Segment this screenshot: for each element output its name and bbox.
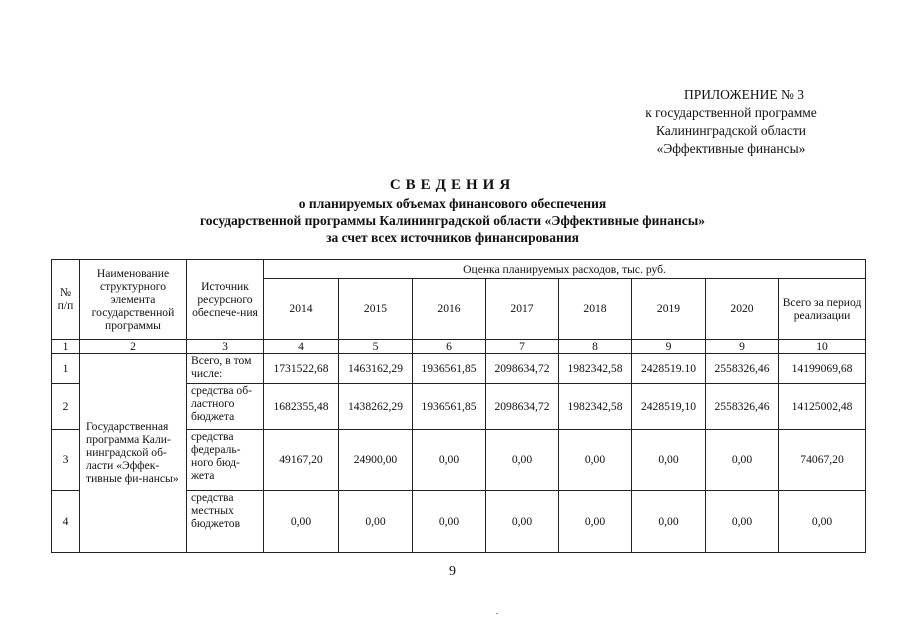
column-number: 9 — [706, 339, 779, 353]
cell-value: 0,00 — [706, 490, 779, 552]
cell-value: 1936561,85 — [413, 383, 486, 429]
cell-value: 1982342,58 — [559, 383, 632, 429]
cell-value: 1982342,58 — [559, 353, 632, 383]
cell-value: 0,00 — [339, 490, 413, 552]
header-year: 2018 — [559, 279, 632, 339]
cell-value: 0,00 — [264, 490, 339, 552]
column-number: 5 — [339, 339, 413, 353]
header-num: № п/п — [52, 260, 80, 340]
column-number: 1 — [52, 339, 80, 353]
title-line: о планируемых объемах финансового обеспечения — [298, 196, 607, 211]
cell-value: 0,00 — [632, 490, 706, 552]
header-year: 2020 — [706, 279, 779, 339]
cell-value: 2558326,46 — [706, 383, 779, 429]
row-source: средства федераль-ного бюд-жета — [187, 430, 264, 490]
row-source: средства об-ластного бюджета — [187, 383, 264, 429]
cell-value: 0,00 — [486, 430, 559, 490]
cell-value: 1731522,68 — [264, 353, 339, 383]
header-year: 2019 — [632, 279, 706, 339]
title-line: государственной программы Калининградской области «Эффективные финансы» — [199, 213, 706, 228]
scan-speck — [496, 613, 498, 614]
cell-value: 2428519.10 — [632, 353, 706, 383]
cell-value: 2098634,72 — [486, 353, 559, 383]
column-number: 10 — [779, 339, 866, 353]
header-name: Наименование структурного элемента государственной программы — [80, 260, 187, 340]
cell-value: 2558326,46 — [706, 353, 779, 383]
cell-value: 49167,20 — [264, 430, 339, 490]
table-row — [52, 353, 866, 383]
header-year: 2016 — [413, 279, 486, 339]
title-line: за счет всех источников финансирования — [326, 230, 579, 245]
column-number: 2 — [80, 339, 187, 353]
header-source: Источник ресурсного обеспече-ния — [187, 260, 264, 340]
row-num: 3 — [52, 430, 80, 490]
header-year: 2017 — [486, 279, 559, 339]
cell-value: 24900,00 — [339, 430, 413, 490]
column-number: 3 — [187, 339, 264, 353]
cell-value: 2098634,72 — [486, 383, 559, 429]
cell-value: 74067,20 — [779, 430, 866, 490]
header-estimate: Оценка планируемых расходов, тыс. руб. — [264, 260, 866, 279]
page-number: 9 — [449, 564, 456, 579]
cell-value: 0,00 — [706, 430, 779, 490]
document-title — [0, 176, 905, 246]
cell-value: 2428519,10 — [632, 383, 706, 429]
cell-value: 0,00 — [559, 490, 632, 552]
appendix-line: к государственной программе — [645, 105, 817, 120]
program-name: Государственная программа Кали-нинградской об-ласти «Эффек-тивные фи-нансы» — [80, 353, 187, 552]
row-num: 4 — [52, 490, 80, 552]
cell-value: 0,00 — [486, 490, 559, 552]
cell-value: 0,00 — [413, 490, 486, 552]
header-year: 2015 — [339, 279, 413, 339]
appendix-line: «Эффективные финансы» — [656, 141, 806, 156]
cell-value: 1463162,29 — [339, 353, 413, 383]
cell-value: 1682355,48 — [264, 383, 339, 429]
column-number: 7 — [486, 339, 559, 353]
cell-value: 14125002,48 — [779, 383, 866, 429]
column-number: 8 — [559, 339, 632, 353]
cell-value: 0,00 — [559, 430, 632, 490]
column-number: 4 — [264, 339, 339, 353]
cell-value: 1936561,85 — [413, 353, 486, 383]
row-num: 2 — [52, 383, 80, 429]
header-year: 2014 — [264, 279, 339, 339]
column-number: 9 — [632, 339, 706, 353]
cell-value: 14199069,68 — [779, 353, 866, 383]
header-total: Всего за период реализации — [779, 279, 866, 339]
appendix-line: Калининградской области — [655, 123, 807, 138]
row-num: 1 — [52, 353, 80, 383]
cell-value: 0,00 — [413, 430, 486, 490]
cell-value: 1438262,29 — [339, 383, 413, 429]
funding-table — [51, 259, 866, 553]
cell-value: 0,00 — [632, 430, 706, 490]
column-number: 6 — [413, 339, 486, 353]
title-heading: СВЕДЕНИЯ — [389, 177, 516, 193]
cell-value: 0,00 — [779, 490, 866, 552]
appendix-title: ПРИЛОЖЕНИЕ № 3 — [683, 87, 805, 102]
row-source: Всего, в том числе: — [187, 353, 264, 383]
appendix-block — [600, 86, 862, 158]
row-source: средства местных бюджетов — [187, 490, 264, 552]
